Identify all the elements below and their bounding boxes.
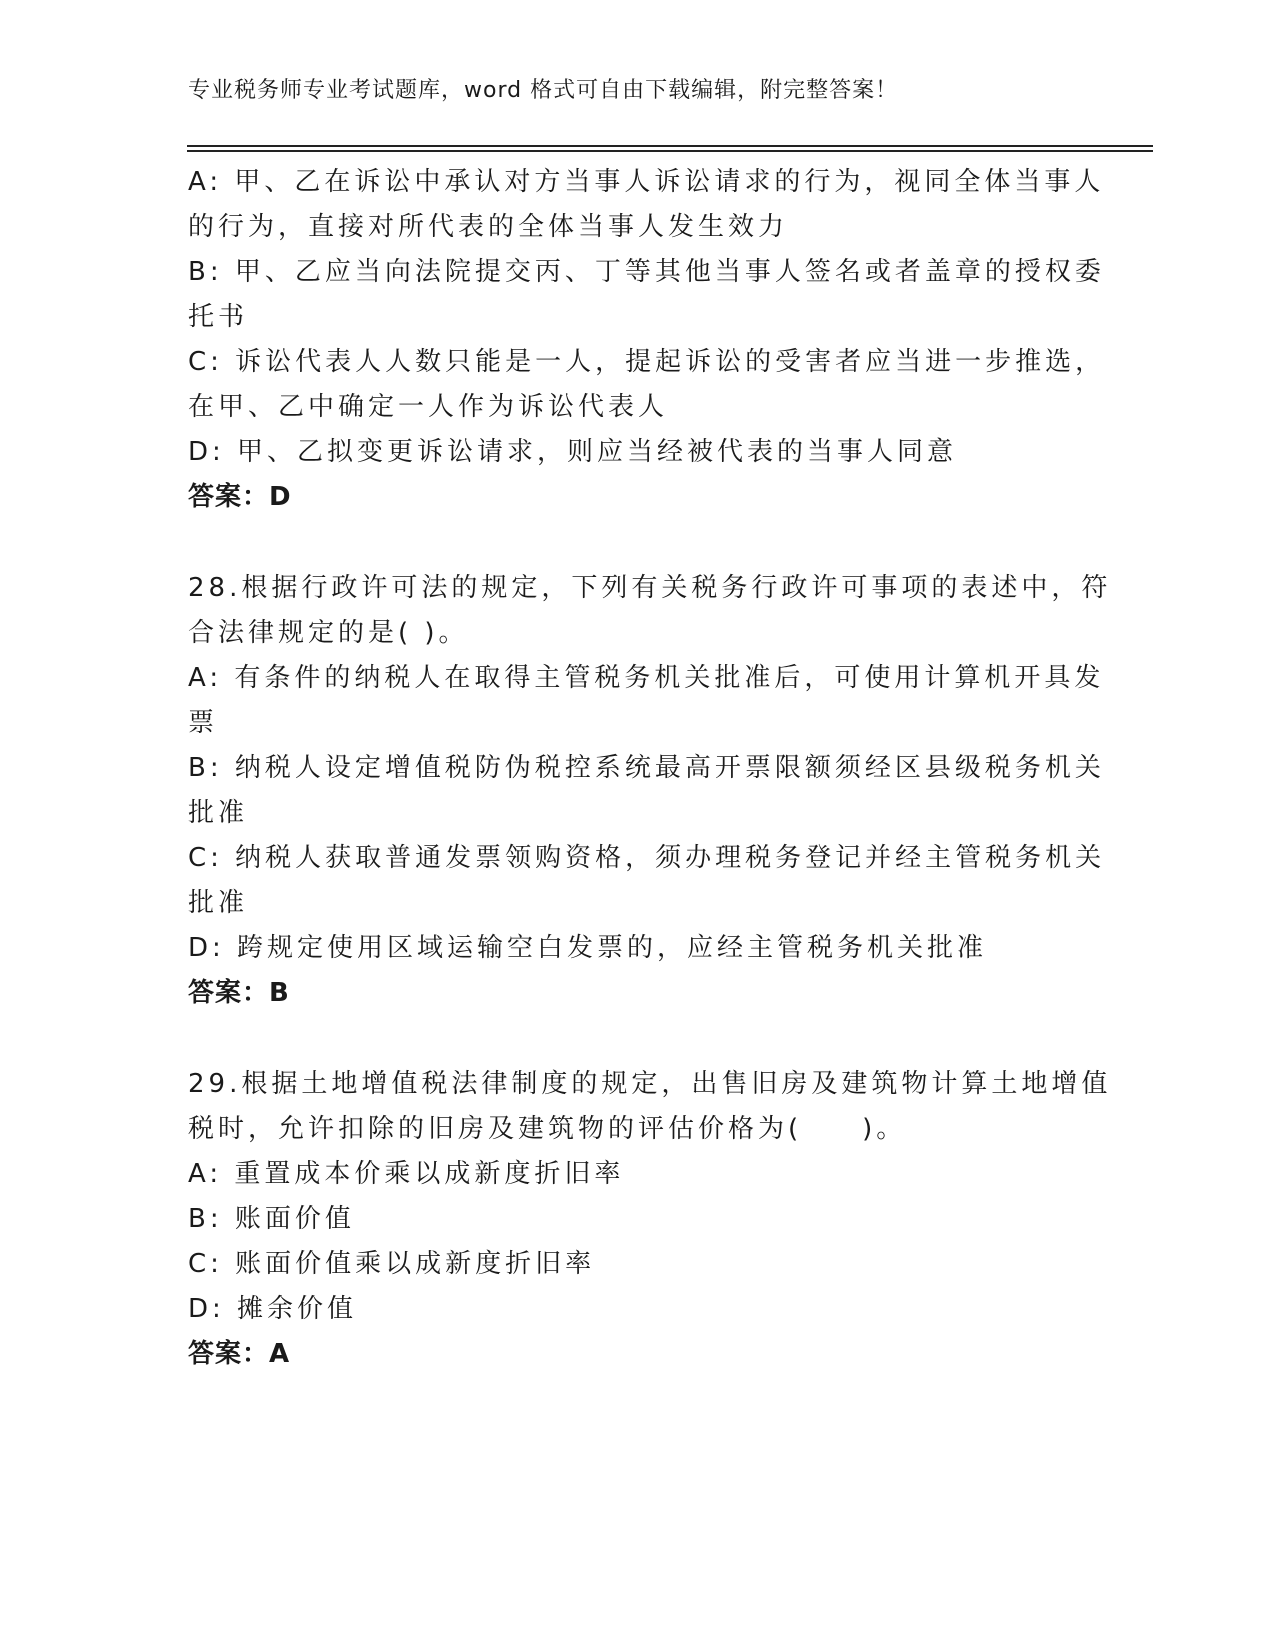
question-29: [188, 1062, 1148, 1377]
q28-option-b-line-1: B: 纳税人设定增值税防伪税控系统最高开票限额须经区县级税务机关: [188, 753, 1105, 783]
q28-stem-line-2: 合法律规定的是( )。: [188, 618, 469, 648]
q28-option-c-line-2: 批准: [188, 888, 249, 918]
question-27-tail: [188, 160, 1148, 520]
q29-stem-line-1: 29.根据土地增值税法律制度的规定，出售旧房及建筑物计算土地增值: [188, 1069, 1112, 1099]
q28-option-c-line-1: C: 纳税人获取普通发票领购资格，须办理税务登记并经主管税务机关: [188, 843, 1106, 873]
question-content: [188, 160, 1148, 1377]
q27-answer: 答案：D: [188, 482, 292, 512]
q28-stem-line-1: 28.根据行政许可法的规定，下列有关税务行政许可事项的表述中，符: [188, 573, 1112, 603]
q29-option-a: A: 重置成本价乘以成新度折旧率: [188, 1159, 625, 1189]
q28-option-a-line-1: A: 有条件的纳税人在取得主管税务机关批准后，可使用计算机开具发: [188, 663, 1105, 693]
q28-option-a-line-2: 票: [188, 708, 219, 738]
q27-option-b-line-2: 托书: [188, 302, 249, 332]
page-header: 专业税务师专业考试题库，word 格式可自由下载编辑，附完整答案！: [188, 78, 899, 103]
q27-option-b-line-1: B: 甲、乙应当向法院提交丙、丁等其他当事人签名或者盖章的授权委: [188, 257, 1105, 287]
q29-answer: 答案：A: [188, 1339, 291, 1369]
question-gap: [188, 1016, 1148, 1062]
q29-option-d: D: 摊余价值: [188, 1294, 358, 1324]
header-rule-top: [187, 145, 1153, 147]
q27-option-c-line-1: C: 诉讼代表人人数只能是一人，提起诉讼的受害者应当进一步推选，: [188, 347, 1106, 377]
header-rule-bottom: [187, 150, 1153, 152]
q27-option-a-line-2: 的行为，直接对所代表的全体当事人发生效力: [188, 212, 789, 242]
q29-stem-line-2: 税时，允许扣除的旧房及建筑物的评估价格为( )。: [188, 1114, 907, 1144]
question-28: [188, 566, 1148, 1016]
q29-option-b: B: 账面价值: [188, 1204, 355, 1234]
question-gap: [188, 520, 1148, 566]
q28-option-d-line-1: D: 跨规定使用区域运输空白发票的，应经主管税务机关批准: [188, 933, 988, 963]
q28-answer: 答案：B: [188, 978, 290, 1008]
q28-option-b-line-2: 批准: [188, 798, 249, 828]
q29-option-c: C: 账面价值乘以成新度折旧率: [188, 1249, 596, 1279]
q27-option-d-line-1: D: 甲、乙拟变更诉讼请求，则应当经被代表的当事人同意: [188, 437, 958, 467]
q27-option-a-line-1: A: 甲、乙在诉讼中承认对方当事人诉讼请求的行为，视同全体当事人: [188, 167, 1105, 197]
q27-option-c-line-2: 在甲、乙中确定一人作为诉讼代表人: [188, 392, 669, 422]
